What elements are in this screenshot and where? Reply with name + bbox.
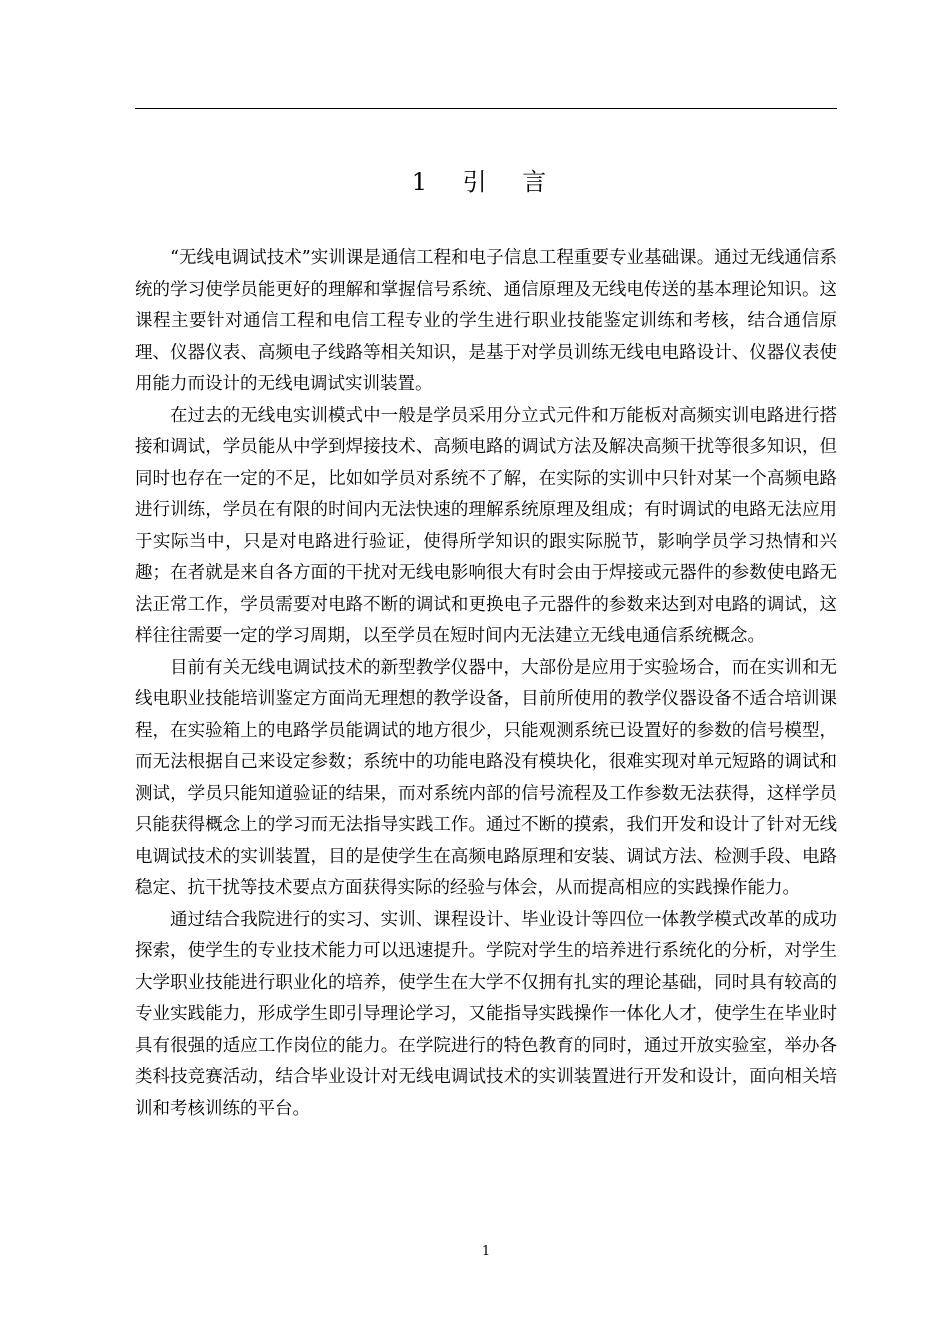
- paragraph-4: 通过结合我院进行的实习、实训、课程设计、毕业设计等四位一体教学模式改革的成功探索，使学生的专业技术能力可以迅速提升。学院对学生的培养进行系统化的分析，对学生大学职业技能进行职业化的培养，使学生在大学不仅拥有扎实的理论基础，同时具有较高的专业实践能力，形成学生即引导理论学习，又能指导实践操作一体化人才，使学生在毕业时具有很强的适应工作岗位的能力。在学院进行的特色教育的同时，通过开放实验室，举办各类科技竞赛活动，结合毕业设计对无线电调试技术的实训装置进行开发和设计，面向相关培训和考核训练的平台。: [135, 909, 837, 1119]
- page-number: 1: [481, 1244, 491, 1259]
- paragraph-3: 目前有关无线电调试技术的新型教学仪器中，大部份是应用于实验场合，而在实训和无线电职业技能培训鉴定方面尚无理想的教学设备，目前所使用的教学仪器设备不适合培训课程，在实验箱上的电路学员能调试的地方很少，只能观测系统已设置好的参数的信号模型，而无法根据自己来设定参数；系统中的功能电路没有模块化，很难实现对单元短路的调试和测试，学员只能知道验证的结果，而对系统内部的信号流程及工作参数无法获得，这样学员只能获得概念上的学习而无法指导实践工作。通过不断的摸索，我们开发和设计了针对无线电调试技术的实训装置，目的是使学生在高频电路原理和安装、调试方法、检测手段、电路稳定、抗干扰等技术要点方面获得实际的经验与体会，从而提高相应的实践操作能力。: [135, 657, 837, 898]
- header-rule: [135, 108, 837, 109]
- chapter-title: 1 引 言: [411, 168, 561, 196]
- body-text: [135, 243, 837, 1125]
- paragraph-1: “无线电调试技术”实训课是通信工程和电子信息工程重要专业基础课。通过无线通信系统的学习使学员能更好的理解和掌握信号系统、通信原理及无线电传送的基本理论知识。这课程主要针对通信工程和电信工程专业的学生进行职业技能鉴定训练和考核，结合通信原理、仪器仪表、高频电子线路等相关知识，是基于对学员训练无线电电路设计、仪器仪表使用能力而设计的无线电调试实训装置。: [135, 248, 837, 394]
- paragraph-2: 在过去的无线电实训模式中一般是学员采用分立式元件和万能板对高频实训电路进行搭接和调试，学员能从中学到焊接技术、高频电路的调试方法及解决高频干扰等很多知识，但同时也存在一定的不足，比如如学员对系统不了解，在实际的实训中只针对某一个高频电路进行训练，学员在有限的时间内无法快速的理解系统原理及组成；有时调试的电路无法应用于实际当中，只是对电路进行验证，使得所学知识的跟实际脱节，影响学员学习热情和兴趣；在者就是来自各方面的干扰对无线电影响很大有时会由于焊接或元器件的参数使电路无法正常工作，学员需要对电路不断的调试和更换电子元器件的参数来达到对电路的调试，这样往往需要一定的学习周期，以至学员在短时间内无法建立无线电通信系统概念。: [135, 405, 837, 646]
